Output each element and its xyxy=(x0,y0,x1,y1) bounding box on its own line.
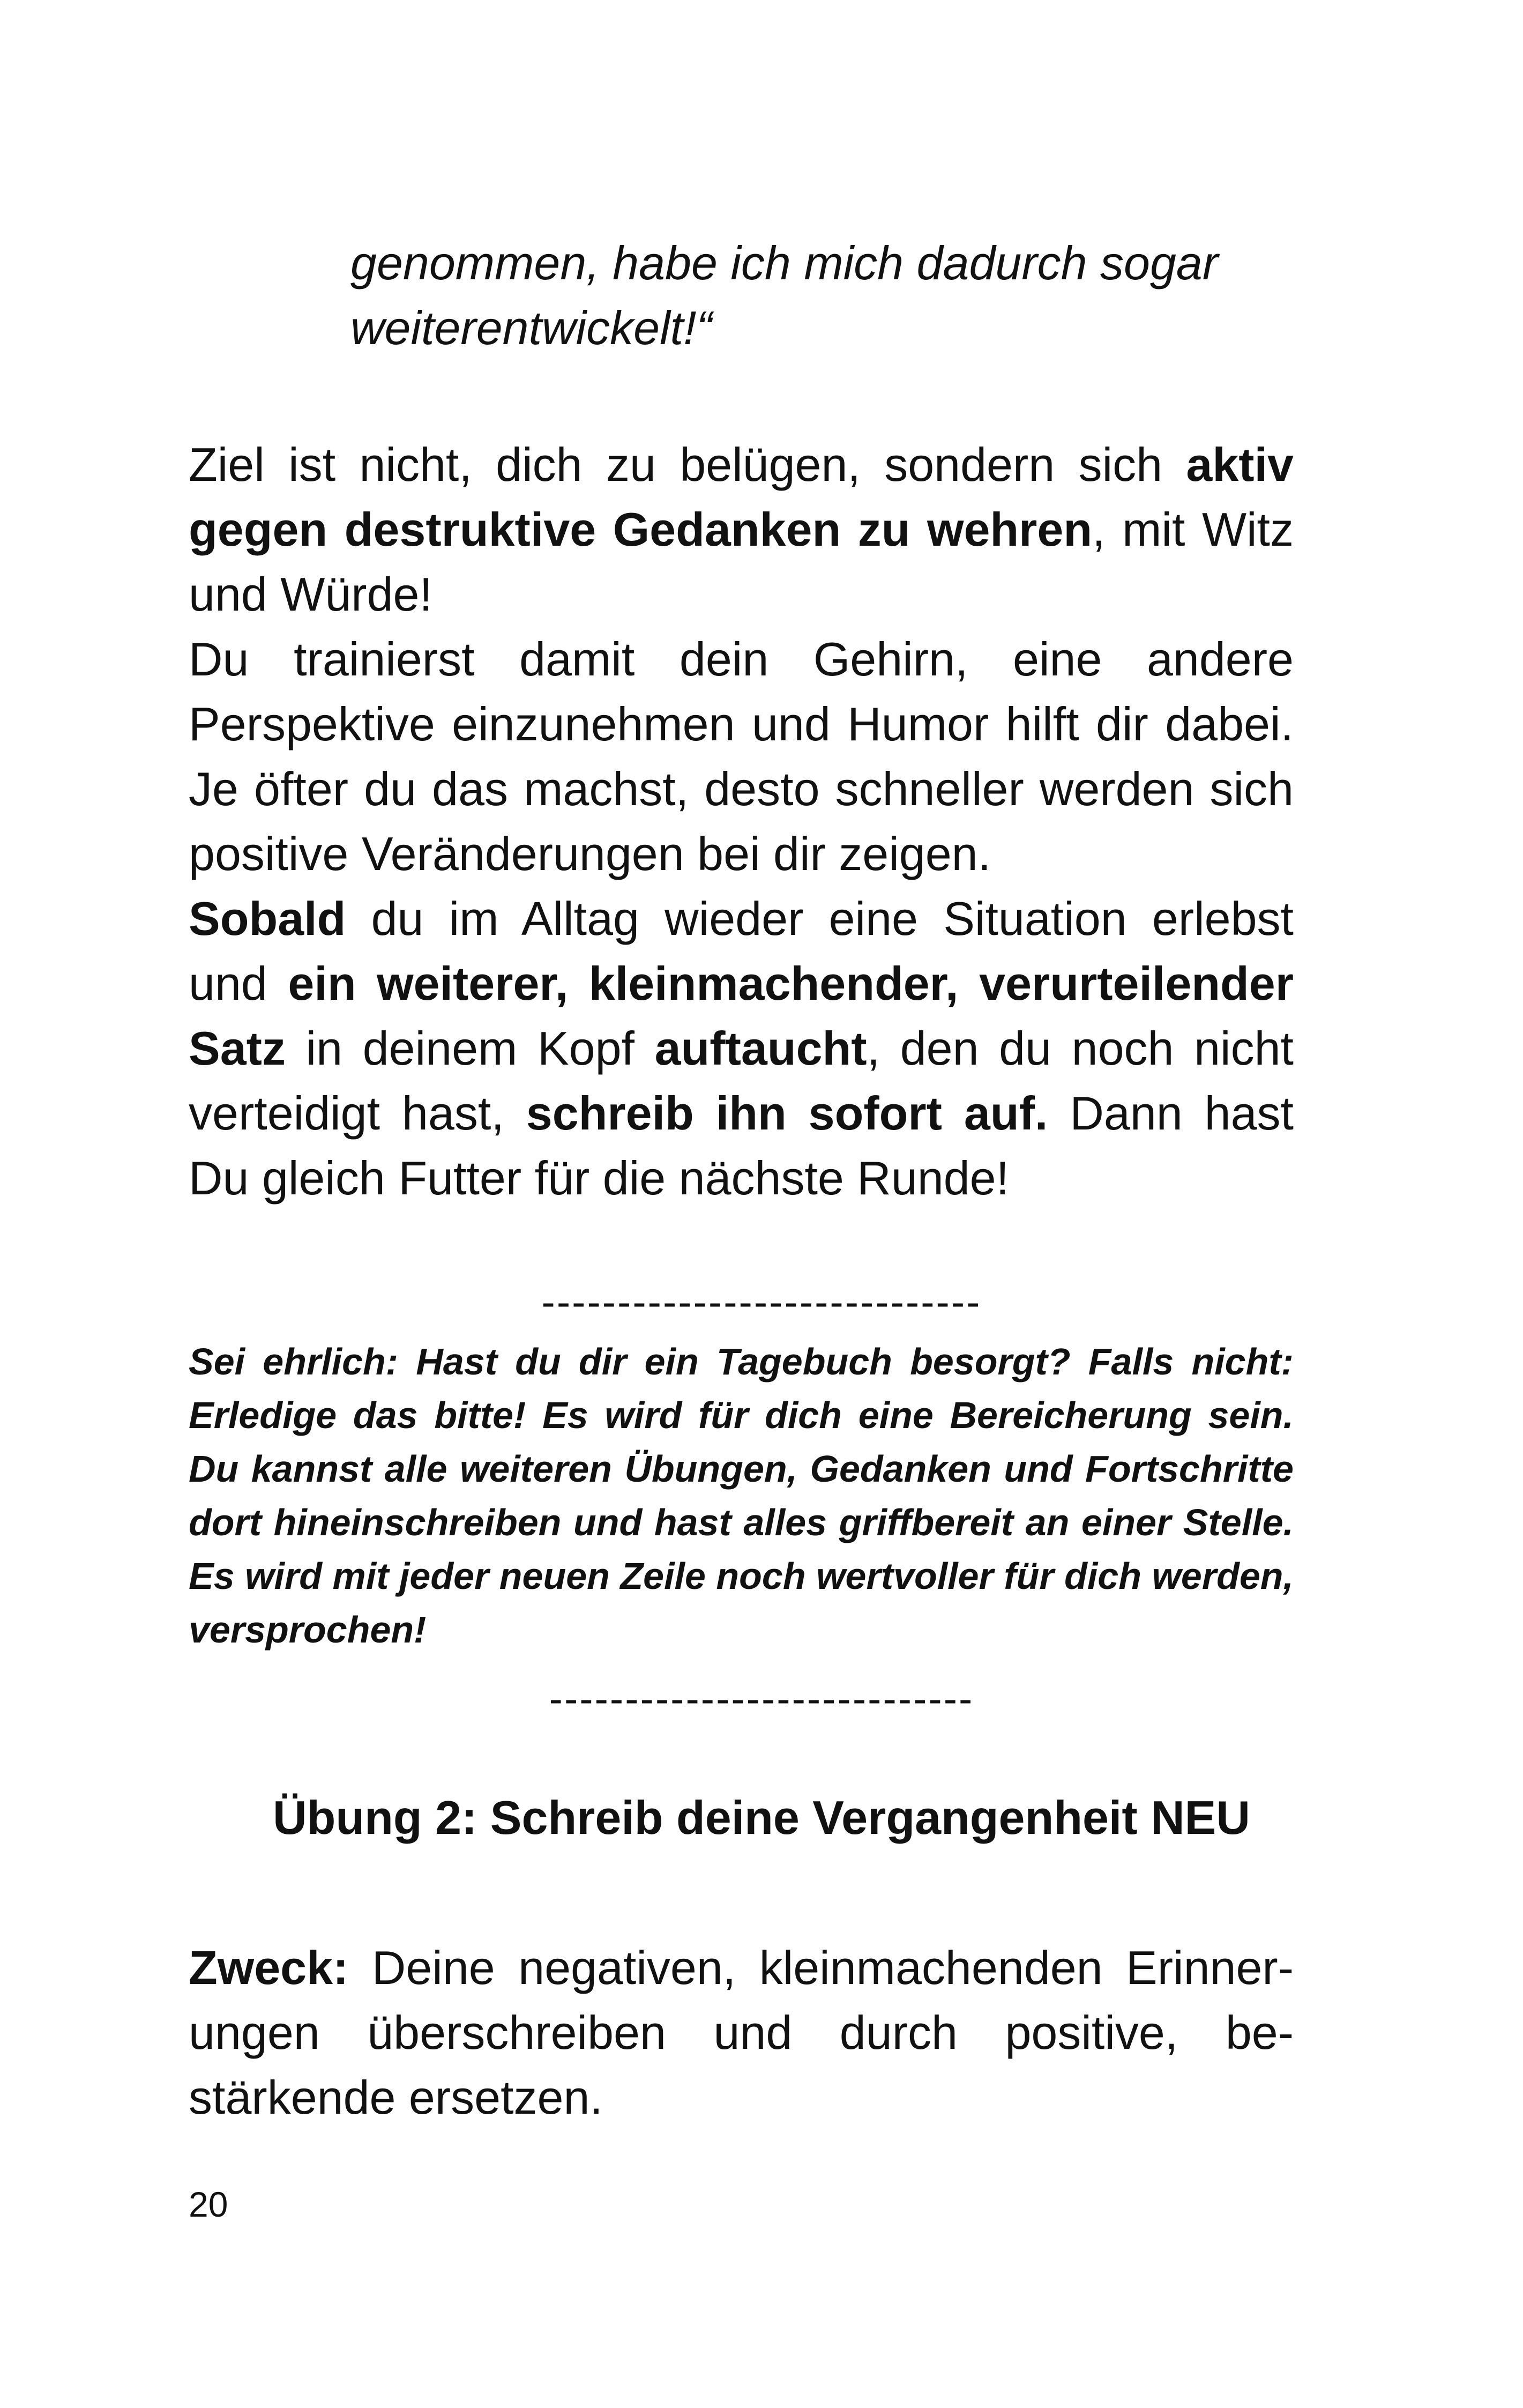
purpose-label: Zweck: xyxy=(189,1941,349,1994)
paragraph-instructions xyxy=(189,886,1294,1210)
goal-emphasis: aktiv gegen destruktive Gedanken zu wehren xyxy=(189,438,1294,556)
quote-line-2: weiterentwickelt!“ xyxy=(350,301,712,354)
instr-text-1: du im Alltag wieder eine Situation erlebst und xyxy=(189,892,1294,1010)
page-number: 20 xyxy=(189,2184,228,2224)
instr-bold-3: auftaucht xyxy=(654,1022,867,1075)
instr-bold-2: ein weiterer, kleinmachender, verurteilender Satz xyxy=(189,957,1294,1075)
separator-bottom: ---------------------------- xyxy=(549,1676,974,1722)
italic-quote xyxy=(350,231,1326,360)
paragraph-goal xyxy=(189,432,1294,627)
instr-text-3: , den du noch nicht verteidigt hast, xyxy=(189,1022,1294,1140)
separator-top: ----------------------------- xyxy=(541,1280,982,1325)
instr-text-4: Dann hast Du gleich Futter für die nächste Runde! xyxy=(189,1087,1294,1205)
quote-line-1: genommen, habe ich mich dadurch sogar xyxy=(350,236,1219,289)
instr-text-2: in deinem Kopf xyxy=(285,1022,655,1075)
goal-intro: Ziel ist nicht, dich zu belügen, sondern sich xyxy=(189,438,1163,491)
instr-bold-1: Sobald xyxy=(189,892,346,945)
paragraph-training: Du trainierst damit dein Gehirn, eine andere Perspektive einzunehmen und Humor hilft dir dabei. Je öfter du das machst, desto schneller werden sich positive Veränderungen bei dir zeigen. xyxy=(189,633,1294,880)
purpose-text: Deine negativen, kleinmachenden Erinner-ungen überschreiben und durch positive, be-stärkende ersetzen. xyxy=(189,1941,1294,2124)
goal-tail: , mit Witz und Würde! xyxy=(189,503,1294,621)
instr-bold-4: schreib ihn sofort auf. xyxy=(526,1087,1048,1140)
exercise-heading: Übung 2: Schreib deine Vergangenheit NEU xyxy=(273,1791,1250,1844)
exercise-purpose xyxy=(189,1935,1294,2130)
diary-note: Sei ehrlich: Hast du dir ein Tagebuch besorgt? Falls nicht: Erledige das bitte! Es wird für dich eine Bereicherung sein. Du kannst alle weiteren Übungen, Gedanken und Fortschritte dort hineinschreiben und hast alles griffbereit an einer Stelle. Es wird mit jeder neuen Zeile noch wertvoller für dich werden, versprochen! xyxy=(189,1341,1294,1651)
